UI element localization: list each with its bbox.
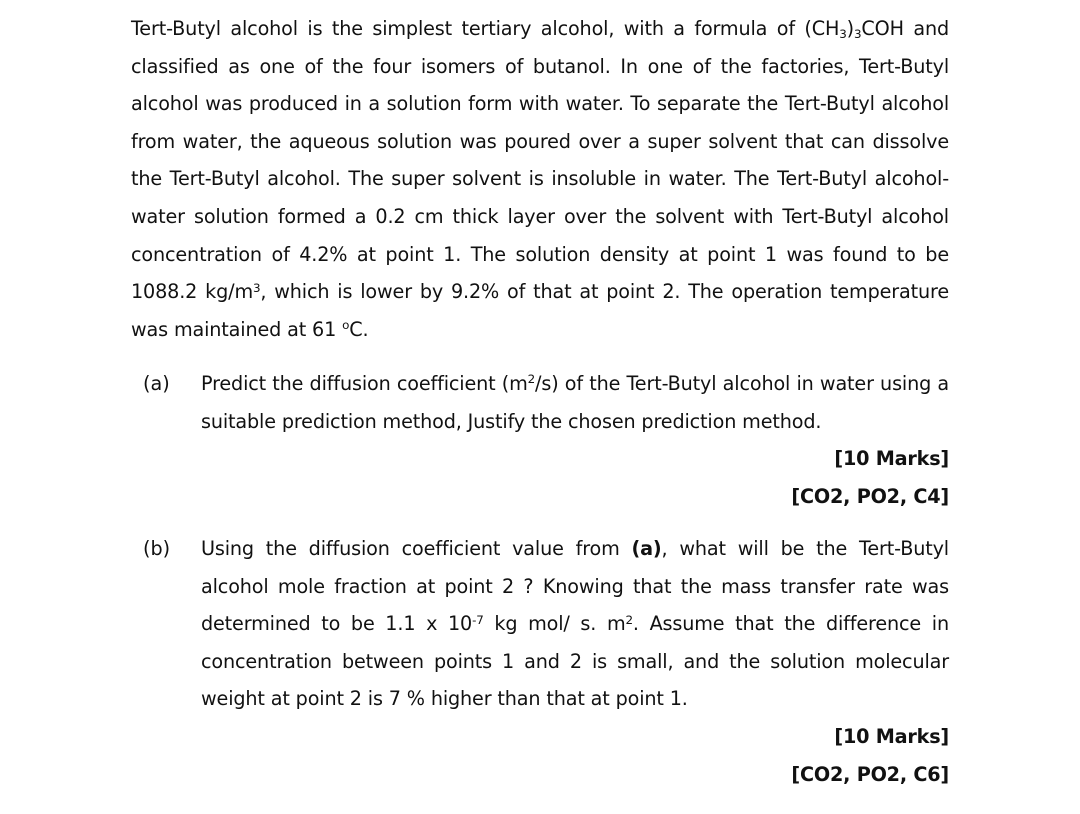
question-b-outcomes: [CO2, PO2, C6] xyxy=(791,762,949,786)
question-b-text: Using the diffusion coefficient value from (a), what will be the Tert-Butyl alcohol mole fraction at point 2 ? Knowing that the mass transfer rate was determined to be 1.1 x $10^{-7}$ kg mol/ s. $m^2$. Assume that the difference in concentration between points 1 and 2 is small, and the solution molecular weight at point 2 is 7 % higher than that at point 1. xyxy=(201,537,949,711)
question-a xyxy=(131,365,949,515)
question-a-text: Predict the diffusion coefficient $(m^2/s)$ of the Tert-Butyl alcohol in water using a suitable prediction method, Justify the chosen prediction method. xyxy=(201,372,949,433)
question-b-label: (b) xyxy=(143,537,171,560)
question-b xyxy=(131,530,949,793)
question-b-marks: [10 Marks] xyxy=(834,724,949,748)
question-a-label: (a) xyxy=(143,372,170,395)
problem-statement: Tert-Butyl alcohol is the simplest tertiary alcohol, with a formula of $(CH_3)_3COH$ and classified as one of the four isomers of butanol. In one of the factories, Tert-Butyl alcohol was produced in a solution form with water. To separate the Tert-Butyl alcohol from water, the aqueous solution was poured over a super solvent that can dissolve the Tert-Butyl alcohol. The super solvent is insoluble in water. The Tert-Butyl alcohol-water solution formed a 0.2 cm thick layer over the solvent with Tert-Butyl alcohol concentration of 4.2% at point 1. The solution density at point 1 was found to be 1088.2 $kg/m^3$, which is lower by 9.2% of that at point 2. The operation temperature was maintained at 61 $^o$C. xyxy=(131,17,949,341)
question-a-outcomes: [CO2, PO2, C4] xyxy=(791,484,949,508)
question-a-marks: [10 Marks] xyxy=(834,447,949,471)
